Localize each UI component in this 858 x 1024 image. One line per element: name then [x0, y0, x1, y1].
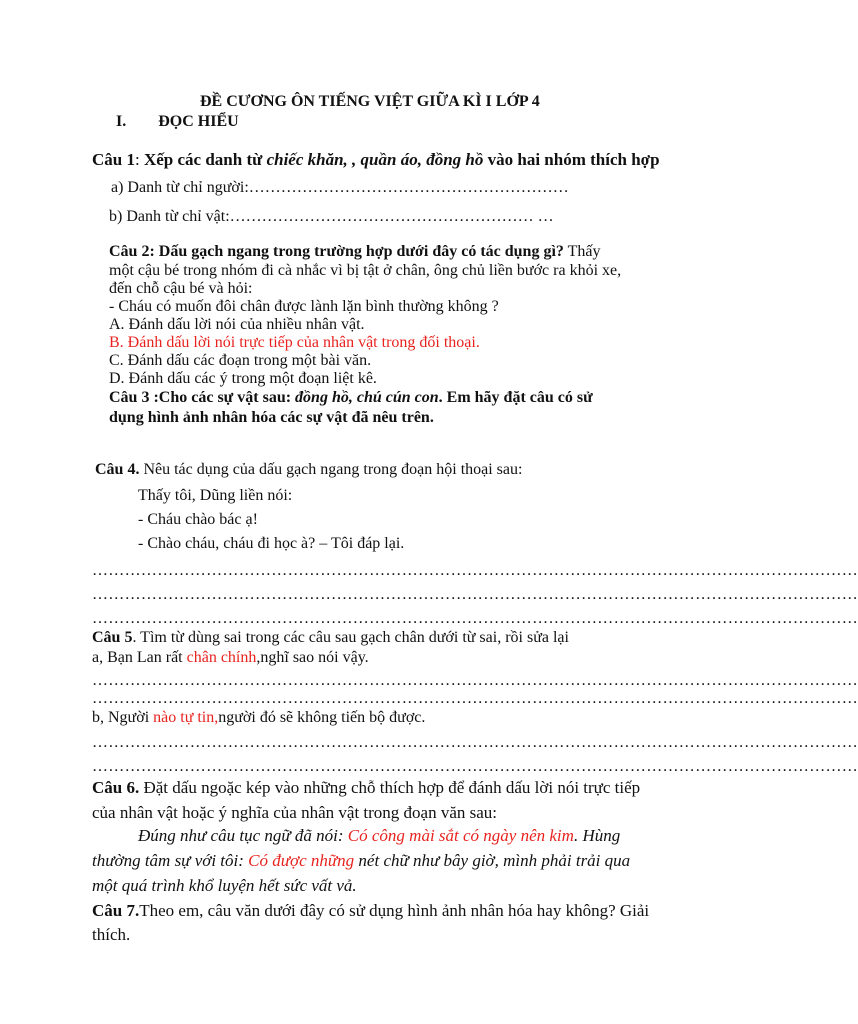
- section-number: I.: [116, 113, 127, 130]
- question-4-line-2: - Cháu chào bác ạ!: [138, 511, 258, 528]
- question-3: [109, 388, 593, 408]
- question-4-label: Câu 4.: [95, 461, 140, 478]
- answer-dots-line: ……………………………………………………………………………………………………………………………: [92, 690, 858, 707]
- question-1-prompt: Xếp các danh từ: [143, 150, 267, 169]
- question-2-text-3: đến chỗ cậu bé và hỏi:: [109, 280, 253, 297]
- question-1-label: Câu 1: [92, 150, 135, 169]
- question-2: [109, 242, 600, 262]
- answer-dots-line: ……………………………………………………………………………………………………………………………: [92, 734, 858, 751]
- question-5-b-wrong-word: nào tự tin,: [153, 709, 219, 726]
- question-2-label: Câu 2: [109, 243, 150, 260]
- question-5-sentence-a: [92, 648, 369, 668]
- question-7-text-1: Theo em, câu văn dưới đây có sử dụng hình ảnh nhân hóa hay không? Giải: [139, 901, 650, 920]
- question-3-text-a: Cho các sự vật sau:: [158, 389, 296, 406]
- question-6: [92, 778, 640, 798]
- question-3-label: Câu 3 :: [109, 389, 159, 406]
- answer-dots-line: ……………………………………………………………………………………………………………………………: [92, 610, 858, 627]
- question-2-option-d: D. Đánh dấu các ý trong một đoạn liệt kê.: [109, 370, 377, 387]
- question-6-p2-a: thường tâm sự với tôi:: [92, 851, 249, 870]
- question-3-text-c: dụng hình ảnh nhân hóa các sự vật đã nêu trên.: [109, 409, 434, 426]
- question-4: [95, 460, 522, 480]
- question-7: [92, 901, 649, 921]
- question-5-b-post: người đó sẽ không tiến bộ được.: [218, 709, 426, 726]
- question-6-text-1: Đặt dấu ngoặc kép vào những chỗ thích hợp để đánh dấu lời nói trực tiếp: [139, 778, 641, 797]
- question-2-question: : Dấu gạch ngang trong trường hợp dưới đây có tác dụng gì?: [149, 243, 564, 260]
- question-5-a-wrong-word: chân chính: [186, 649, 257, 666]
- question-1: [92, 150, 660, 170]
- question-5-a-pre: a, Bạn Lan rất: [92, 649, 187, 666]
- question-2-option-c: C. Đánh dấu các đoạn trong một bài văn.: [109, 352, 372, 369]
- question-7-label: Câu 7.: [92, 901, 140, 920]
- question-3-words: đồng hồ, chú cún con: [295, 389, 439, 406]
- answer-dots-line: ……………………………………………………………………………………………………………………………: [92, 562, 858, 579]
- document-title: ĐỀ CƯƠNG ÔN TIẾNG VIỆT GIỮA KÌ I LỚP 4: [200, 93, 540, 110]
- question-6-passage-3: một quá trình khổ luyện hết sức vất vả.: [92, 876, 357, 895]
- answer-dots-line: ……………………………………………………………………………………………………………………………: [92, 586, 858, 603]
- question-5: [92, 628, 569, 648]
- question-1-colon: :: [134, 150, 144, 169]
- question-4-text: Nêu tác dụng của dấu gạch ngang trong đoạn hội thoại sau:: [139, 461, 523, 478]
- question-6-p1-b: . Hùng: [573, 826, 621, 845]
- question-5-sentence-b: [92, 708, 425, 728]
- question-1-words: chiếc khăn, , quần áo, đồng hồ: [266, 150, 484, 169]
- answer-dots-line: ……………………………………………………………………………………………………………………………: [92, 758, 858, 775]
- question-2-text-1: Thấy: [563, 243, 601, 260]
- question-7-text-2: thích.: [92, 925, 131, 944]
- question-3-text-b: . Em hãy đặt câu có sử: [438, 389, 593, 406]
- answer-dots-line: ……………………………………………………………………………………………………………………………: [92, 672, 858, 689]
- question-6-passage-1: [138, 826, 620, 846]
- question-6-p1-a: Đúng như câu tục ngữ đã nói:: [138, 826, 348, 845]
- question-5-a-post: ,nghĩ sao nói vậy.: [256, 649, 369, 666]
- question-6-p1-red: Có công mài sắt có ngày nên kim: [347, 826, 574, 845]
- question-5-b-pre: b, Người: [92, 709, 154, 726]
- question-1-prompt-end: vào hai nhóm thích hợp: [483, 150, 660, 169]
- question-6-p2-red: Có được những: [248, 851, 355, 870]
- question-5-label: Câu 5: [92, 629, 133, 646]
- question-2-text-4: - Cháu có muốn đôi chân được lành lặn bình thường không ?: [109, 298, 499, 315]
- question-1-option-b: b) Danh từ chỉ vật:………………………………………………… …: [109, 208, 554, 225]
- question-1-option-a: a) Danh từ chỉ người:……………………………………………………: [111, 179, 569, 196]
- question-6-text-2: của nhân vật hoặc ý nghĩa của nhân vật trong đoạn văn sau:: [92, 803, 498, 822]
- question-4-line-3: - Chào cháu, cháu đi học à? – Tôi đáp lại.: [138, 535, 405, 552]
- section-name: ĐỌC HIỂU: [158, 113, 239, 130]
- question-5-text: . Tìm từ dùng sai trong các câu sau gạch chân dưới từ sai, rồi sửa lại: [132, 629, 569, 646]
- question-2-option-a: A. Đánh dấu lời nói của nhiều nhân vật.: [109, 316, 365, 333]
- question-2-option-b: B. Đánh dấu lời nói trực tiếp của nhân vật trong đối thoại.: [109, 334, 480, 351]
- question-2-text-2: một cậu bé trong nhóm đi cà nhắc vì bị tật ở chân, ông chủ liền bước ra khỏi xe,: [109, 262, 622, 279]
- section-heading: [116, 112, 239, 132]
- question-6-p2-b: nét chữ như bây giờ, mình phải trải qua: [354, 851, 631, 870]
- question-4-line-1: Thấy tôi, Dũng liền nói:: [138, 487, 293, 504]
- question-6-passage-2: [92, 851, 630, 871]
- question-6-label: Câu 6.: [92, 778, 140, 797]
